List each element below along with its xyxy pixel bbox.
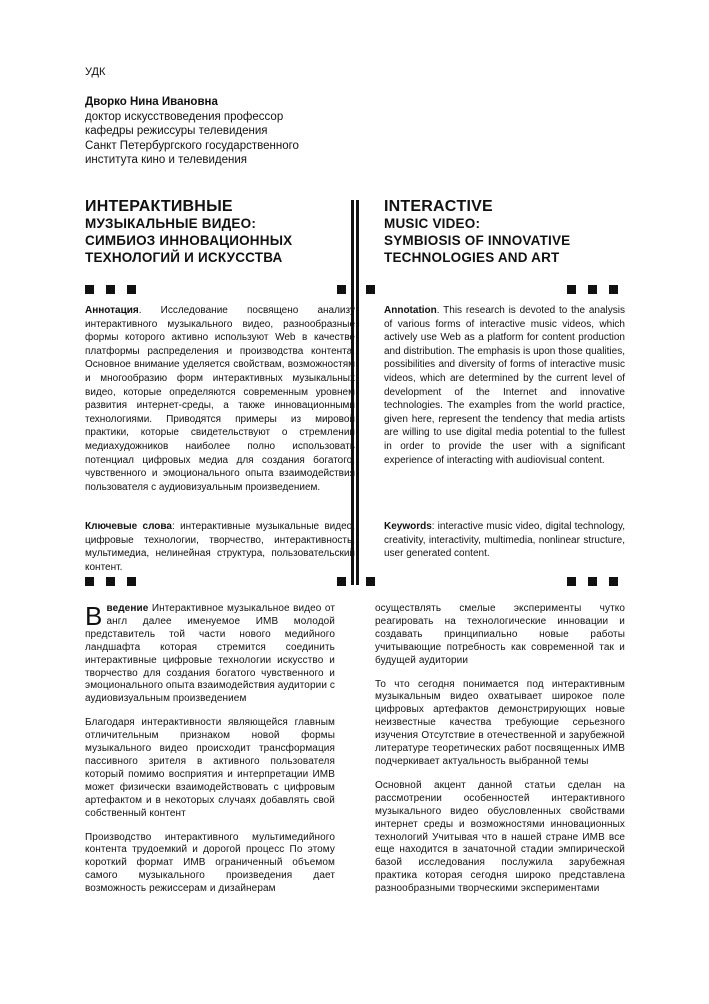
keywords-en-text: : interactive music video, digital technology, creativity, interactivity, multimedia, nonlinear structure, user generated content. — [384, 521, 625, 560]
keywords-en — [384, 520, 625, 561]
keywords-en-label: Keywords — [384, 521, 432, 532]
decor-square — [106, 577, 115, 586]
author-line: Санкт Петербургского государственного — [85, 139, 299, 152]
decor-square — [609, 285, 618, 294]
decor-square — [127, 577, 136, 586]
title-en-line: INTERACTIVE — [384, 198, 493, 215]
abstract-ru-label: Аннотация — [85, 305, 139, 316]
decor-square — [337, 285, 346, 294]
abstract-en — [384, 304, 625, 467]
title-en — [384, 198, 674, 266]
body-paragraph: То что сегодня понимается под интерактивным музыкальным видео охватывает широкое поле цифровых артефактов демонстрирующих новые неизвестные качества требующие серьезного изучения Отсутствие в отечественной и зарубежной литературе теоретических работ посвященных ИМВ подчеркивает актуальность выбранной темы — [375, 678, 625, 767]
title-ru-line: МУЗЫКАЛЬНЫЕ ВИДЕО: — [85, 216, 257, 231]
decor-square — [85, 285, 94, 294]
section-heading: ведение — [106, 603, 149, 614]
abstract-ru-text: . Исследование посвящено анализу интерактивного музыкального видео, разнообразные формы которого активно используют Web в качестве платформы распределения и производства контента. Основное внимание уделяется свойствам, возможностям и многообразию форм интерактивных музыкальных видео, которые определяются современным уровнем развития интернет-среды, а также инновационными технологиями. Приводятся примеры из мировой практики, которые свидетельствуют о стремлении медиахудожников наиболее полно использовать потенциал цифровых медиа для создания богатого, чувственного и эмоционального опыта взаимодействия пользователя с аудиовизуальным произведением. — [85, 305, 355, 493]
body-paragraph: осуществлять смелые эксперименты чутко реагировать на технологические инновации и создавать принципиально новые работы учитывающие потребность как современной так и будущей аудитории — [375, 603, 625, 666]
decor-square — [609, 577, 618, 586]
intro-text: Интерактивное музыкальное видео от англ далее именуемое ИМВ молодой представитель той части нового медийного ландшафта которая стремится соединить интерактивные цифровые технологии искусство и творчество для создания богатого чувственного и эмоционального опыта взаимодействия аудитории с аудиовизуальным произведением — [85, 603, 335, 705]
author-block — [85, 95, 365, 168]
decor-square — [588, 285, 597, 294]
abstract-en-label: Annotation — [384, 305, 437, 316]
author-line: института кино и телевидения — [85, 154, 248, 166]
body-column-right — [375, 603, 625, 907]
title-ru — [85, 198, 375, 266]
abstract-en-text: . This research is devoted to the analysis of various forms of interactive music videos, which actively use Web as a platform for content production and distribution. The emphasis is upon those qualities, possibilities and diversity of forms of interactive music videos, which are determined by the current level of development of the Internet and innovative technologies. The examples from the world practice, given here, represent the tendency that media artists are willing to use digital media potential to the fullest in order to provide the user with a significant experience of interacting with audiovisual content. — [384, 305, 625, 466]
body-paragraph: Основной акцент данной статьи сделан на рассмотрении особенностей интерактивного музыкального видео обусловленных свойствами интернет среды и возможностями инновационных технологий Учитывая что в нашей стране ИМВ все еще находится в зачаточной стадии эмпирической базой исследования послужила зарубежная практика которая сегодня широко представлена разнообразными творческими экспериментами — [375, 779, 625, 895]
author-line: кафедры режиссуры телевидения — [85, 125, 268, 137]
decor-square — [366, 577, 375, 586]
title-en-line: TECHNOLOGIES AND ART — [384, 250, 560, 265]
decor-square — [106, 285, 115, 294]
author-line: доктор искусствоведения профессор — [85, 110, 284, 123]
title-en-line: MUSIC VIDEO: — [384, 216, 481, 231]
abstract-ru — [85, 304, 355, 494]
body-paragraph: Благодаря интерактивности являющейся главным отличительным признаком новой формы музыкального видео происходит трансформация пассивного зрителя в активного пользователя который помимо восприятия и интерпретации ИМВ может физически взаимодействовать с цифровым артефактом и в некоторых случаях добавлять свой собственный контент — [85, 717, 335, 819]
decor-square — [366, 285, 375, 294]
decor-square — [127, 285, 136, 294]
keywords-ru — [85, 520, 355, 574]
decor-square — [588, 577, 597, 586]
body-paragraph: Производство интерактивного мультимедийного контента трудоемкий и дорогой процесс По этому короткий формат ИМВ ограниченный объемом самого музыкального произведения дает возможность режиссерам и дизайнерам — [85, 831, 335, 895]
keywords-ru-label: Ключевые слова — [85, 521, 172, 532]
decor-square — [567, 577, 576, 586]
decor-square — [567, 285, 576, 294]
title-ru-line: СИМБИОЗ ИННОВАЦИОННЫХ — [85, 233, 293, 248]
divider-line — [356, 200, 359, 585]
title-ru-line: ТЕХНОЛОГИЙ И ИСКУССТВА — [85, 250, 283, 265]
title-ru-line: ИНТЕРАКТИВНЫЕ — [85, 198, 233, 215]
dropcap: В — [85, 601, 103, 631]
intro-paragraph — [85, 603, 335, 706]
title-en-line: SYMBIOSIS OF INNOVATIVE — [384, 233, 571, 248]
body-column-left — [85, 603, 335, 907]
udk-label: УДК — [85, 66, 106, 78]
author-name: Дворко Нина Ивановна — [85, 96, 218, 108]
decor-square — [85, 577, 94, 586]
keywords-ru-text: : интерактивные музыкальные видео, цифровые технологии, творчество, интерактивность, мультимедиа, нелинейная структура, пользовательский контент. — [85, 521, 356, 573]
decor-square — [337, 577, 346, 586]
